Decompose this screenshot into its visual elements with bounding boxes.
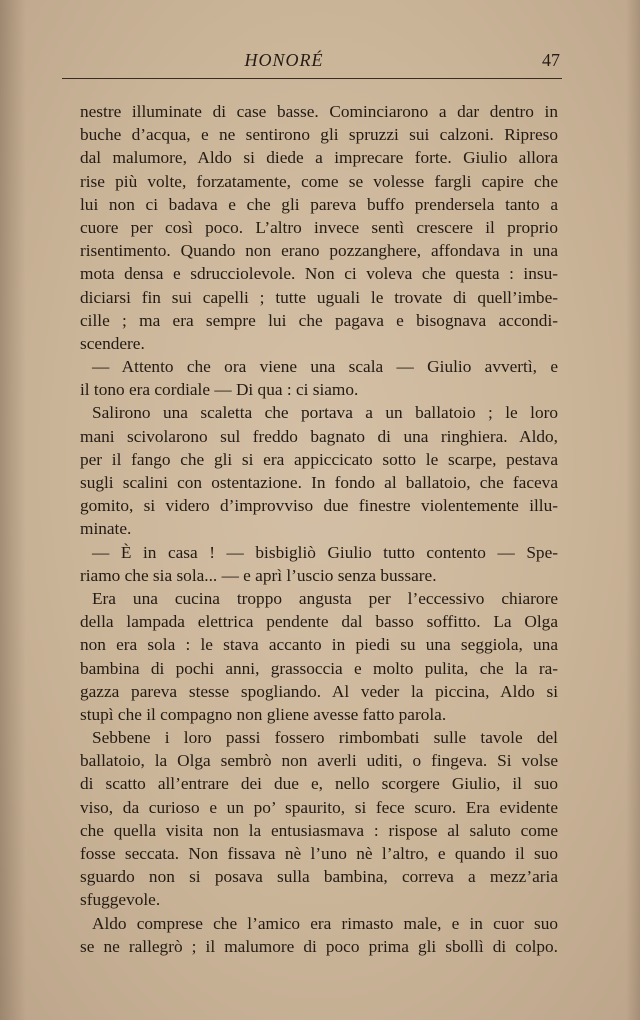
text-line: dal malumore, Aldo si diede a imprecare forte. Giulio allora bbox=[80, 148, 558, 168]
text-line: cille ; ma era sempre lui che pagava e bisognava accondi- bbox=[80, 310, 558, 330]
text-line: riamo che sia sola... — e aprì l’uscio senza bussare. bbox=[80, 565, 437, 585]
text-line: — È in casa ! — bisbigliò Giulio tutto contento — Spe- bbox=[92, 542, 558, 562]
text-line: — Attento che ora viene una scala — Giulio avvertì, e bbox=[92, 357, 558, 377]
page-number: 47 bbox=[542, 50, 560, 70]
body-text bbox=[80, 100, 558, 958]
text-line: lui non ci badava e che gli pareva buffo prendersela tanto a bbox=[80, 194, 558, 214]
text-line: minate. bbox=[80, 519, 132, 539]
text-line: sugli scalini con ostentazione. In fondo al ballatoio, che faceva bbox=[80, 473, 558, 492]
text-line: il tono era cordiale — Di qua : ci siamo. bbox=[80, 380, 359, 400]
text-line: mota densa e sdrucciolevole. Non ci voleva che questa : insu- bbox=[80, 264, 558, 284]
text-line: di scatto all’entrare dei due e, nello scorgere Giulio, il suo bbox=[80, 774, 558, 794]
page-header bbox=[82, 46, 560, 76]
header-rule bbox=[62, 78, 562, 79]
text-line: Sebbene i loro passi fossero rimbombati sulle tavole del bbox=[92, 728, 558, 748]
text-line: mani scivolarono sul freddo bagnato di una ringhiera. Aldo, bbox=[80, 426, 558, 446]
text-line: buche d’acqua, e ne sentirono gli spruzzi sui calzoni. Ripreso bbox=[80, 125, 558, 145]
text-line: non era sola : le stava accanto in piedi su una seggiola, una bbox=[80, 635, 558, 655]
text-line: sfuggevole. bbox=[80, 890, 161, 910]
text-line: Aldo comprese che l’amico era rimasto male, e in cuor suo bbox=[92, 913, 558, 933]
text-line: gomito, si videro d’improvviso due finestre violentemente illu- bbox=[80, 496, 558, 516]
text-line: diciarsi fin sui capelli ; tutte uguali le trovate di quell’imbe- bbox=[80, 287, 558, 307]
text-line: risentimento. Quando non erano pozzanghere, affondava in una bbox=[80, 241, 558, 261]
text-line: Era una cucina troppo angusta per l’eccessivo chiarore bbox=[92, 588, 558, 608]
text-line: ballatoio, la Olga sembrò non averli uditi, o fingeva. Si volse bbox=[80, 751, 558, 771]
text-line: se ne rallegrò ; il malumore di poco prima gli sbollì di colpo. bbox=[80, 936, 558, 956]
text-line: viso, da curioso e un po’ spaurito, si fece scuro. Era evidente bbox=[80, 797, 558, 817]
text-line: cuore per così poco. L’altro invece sentì crescere il proprio bbox=[80, 217, 558, 237]
text-line: fosse seccata. Non fissava nè l’uno nè l’altro, e quando il suo bbox=[80, 844, 558, 863]
text-line: rise più volte, forzatamente, come se volesse fargli capire che bbox=[80, 171, 558, 191]
text-line: gazza pareva stesse spogliando. Al veder la piccina, Aldo si bbox=[80, 681, 558, 701]
text-line: della lampada elettrica pendente dal basso soffitto. La Olga bbox=[80, 612, 558, 632]
text-line: bambina di pochi anni, grassoccia e molto pulita, che la ra- bbox=[80, 658, 558, 678]
text-line: stupì che il compagno non gliene avesse fatto parola. bbox=[80, 704, 447, 724]
running-title: HONORÉ bbox=[244, 50, 324, 70]
text-line: che quella visita non la entusiasmava : rispose al saluto come bbox=[80, 820, 558, 840]
text-line: nestre illuminate di case basse. Cominciarono a dar dentro in bbox=[80, 102, 558, 121]
text-line: scendere. bbox=[80, 333, 145, 353]
text-line: Salirono una scaletta che portava a un ballatoio ; le loro bbox=[92, 403, 558, 423]
text-line: sguardo non si posava sulla bambina, correva a mezz’aria bbox=[80, 867, 558, 887]
text-line: per il fango che gli si era appiccicato sotto le scarpe, pestava bbox=[80, 449, 558, 469]
